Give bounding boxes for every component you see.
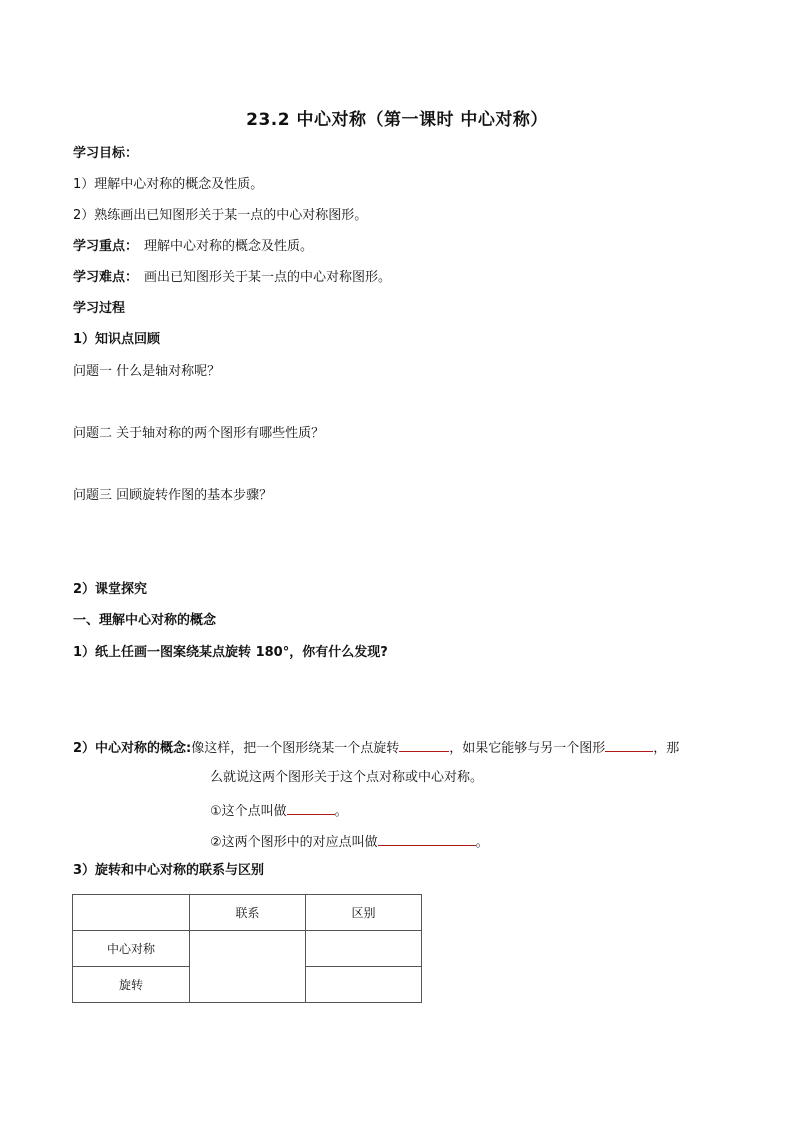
key-point-label: 学习重点： bbox=[73, 239, 139, 254]
concept-label: 2）中心对称的概念: bbox=[73, 741, 192, 756]
comparison-table bbox=[72, 894, 422, 1003]
concept-item-1 bbox=[210, 800, 348, 821]
page-title: 23.2 中心对称（第一课时 中心对称） bbox=[246, 110, 548, 130]
table-header-relation: 联系 bbox=[190, 895, 306, 931]
concept-line-2: 么就说这两个图形关于这个点对称或中心对称。 bbox=[210, 770, 484, 785]
table-row-central-symmetry: 中心对称 bbox=[73, 931, 190, 967]
review-question-1: 问题一 什么是轴对称呢？ bbox=[73, 364, 221, 379]
table-cell-difference-1[interactable] bbox=[306, 931, 422, 967]
process-heading: 学习过程 bbox=[73, 301, 126, 316]
table-cell-difference-2[interactable] bbox=[306, 967, 422, 1003]
table-header-empty bbox=[73, 895, 190, 931]
objective-1: 1）理解中心对称的概念及性质。 bbox=[73, 177, 264, 192]
key-point-text: 理解中心对称的概念及性质。 bbox=[144, 239, 314, 254]
explore-question-3: 3）旋转和中心对称的联系与区别 bbox=[73, 863, 265, 878]
objective-2: 2）熟练画出已知图形关于某一点的中心对称图形。 bbox=[73, 208, 368, 223]
blank-center[interactable] bbox=[287, 800, 335, 815]
table-row-rotation: 旋转 bbox=[73, 967, 190, 1003]
concept-item-1-text: ①这个点叫做 bbox=[210, 804, 287, 819]
blank-corresponding-points[interactable] bbox=[378, 831, 476, 846]
difficulty-label: 学习难点： bbox=[73, 270, 139, 285]
blank-coincide[interactable] bbox=[605, 737, 653, 752]
objectives-heading: 学习目标： bbox=[73, 146, 139, 161]
explore-question-1: 1）纸上任画一图案绕某点旋转 180°，你有什么发现? bbox=[73, 645, 388, 660]
concept-item-2-end: 。 bbox=[475, 835, 489, 850]
concept-part-1: 像这样，把一个图形绕某一个点旋转 bbox=[191, 741, 400, 756]
concept-line-1 bbox=[73, 737, 679, 758]
explore-sub-heading: 一、理解中心对称的概念 bbox=[73, 613, 217, 628]
review-question-2: 问题二 关于轴对称的两个图形有哪些性质？ bbox=[73, 426, 325, 441]
concept-item-1-end: 。 bbox=[334, 804, 348, 819]
review-question-3: 问题三 回顾旋转作图的基本步骤？ bbox=[73, 488, 273, 503]
explore-heading: 2）课堂探究 bbox=[73, 582, 148, 597]
difficulty bbox=[73, 269, 391, 287]
review-heading: 1）知识点回顾 bbox=[73, 332, 161, 347]
concept-part-3: ，那 bbox=[653, 741, 680, 756]
concept-item-2-text: ②这两个图形中的对应点叫做 bbox=[210, 835, 378, 850]
key-point bbox=[73, 238, 313, 256]
blank-rotate-angle[interactable] bbox=[399, 737, 449, 752]
difficulty-text: 画出已知图形关于某一点的中心对称图形。 bbox=[144, 270, 392, 285]
table-header-difference: 区别 bbox=[306, 895, 422, 931]
concept-part-2: ，如果它能够与另一个图形 bbox=[449, 741, 606, 756]
concept-item-2 bbox=[210, 831, 489, 852]
table-cell-relation[interactable] bbox=[190, 931, 306, 1003]
